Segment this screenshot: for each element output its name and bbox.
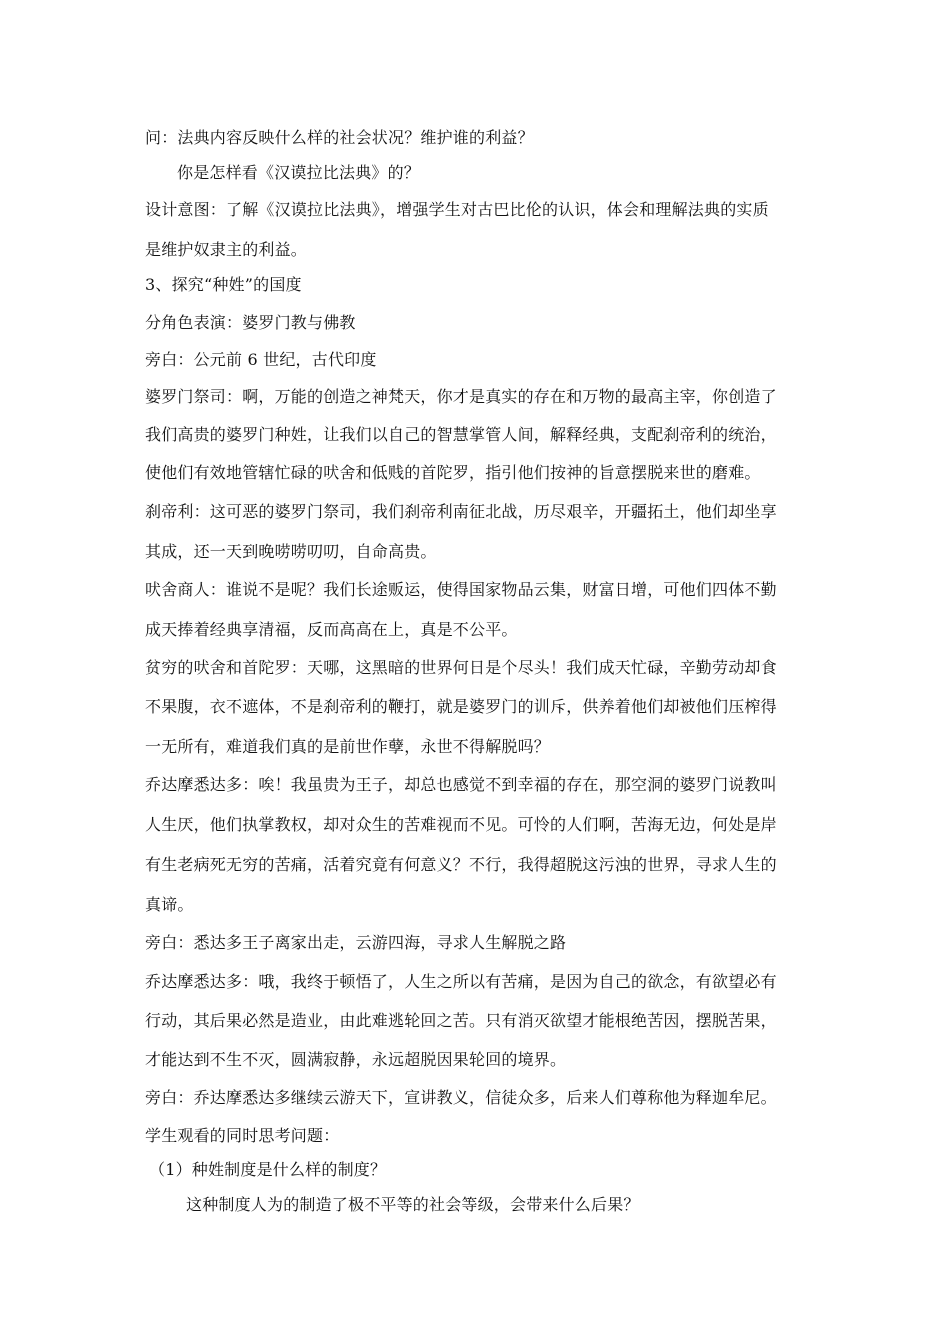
- paragraph-line: 旁白：乔达摩悉达多继续云游天下，宣讲教义，信徒众多，后来人们尊称他为释迦牟尼。: [145, 1088, 777, 1107]
- paragraph-line: 设计意图：了解《汉谟拉比法典》，增强学生对古巴比伦的认识，体会和理解法典的实质: [145, 200, 769, 219]
- paragraph-line: 有生老病死无穷的苦痛，活着究竟有何意义？不行，我得超脱这污浊的世界，寻求人生的: [145, 855, 777, 874]
- paragraph-line: 是维护奴隶主的利益。: [145, 240, 308, 259]
- question-item: （1）种姓制度是什么样的制度？: [149, 1160, 387, 1179]
- paragraph-line: 学生观看的同时思考问题：: [145, 1126, 340, 1145]
- paragraph-line: 旁白：悉达多王子离家出走，云游四海，寻求人生解脱之路: [145, 933, 567, 952]
- paragraph-line: 这种制度人为的制造了极不平等的社会等级，会带来什么后果？: [186, 1195, 640, 1214]
- paragraph-line: 行动，其后果必然是造业，由此难逃轮回之苦。只有消灭欲望才能根绝苦因，摆脱苦果，: [145, 1011, 777, 1030]
- paragraph-line: 问：法典内容反映什么样的社会状况？维护谁的利益？: [145, 128, 534, 147]
- paragraph-line: 真谛。: [145, 895, 194, 914]
- paragraph-line: 贫穷的吠舍和首陀罗：天哪，这黑暗的世界何日是个尽头！我们成天忙碌，辛勤劳动却食: [145, 658, 777, 677]
- section-heading: 3、探究“种姓”的国度: [145, 275, 302, 294]
- paragraph-line: 人生厌，他们执掌教权，却对众生的苦难视而不见。可怜的人们啊，苦海无边，何处是岸: [145, 815, 777, 834]
- paragraph-line: 分角色表演：婆罗门教与佛教: [145, 313, 356, 332]
- paragraph-line: 乔达摩悉达多：唉！我虽贵为王子，却总也感觉不到幸福的存在，那空洞的婆罗门说教叫: [145, 775, 777, 794]
- paragraph-line: 刹帝利：这可恶的婆罗门祭司，我们刹帝利南征北战，历尽艰辛，开疆拓土，他们却坐享: [145, 502, 777, 521]
- paragraph-line: 使他们有效地管辖忙碌的吠舍和低贱的首陀罗，指引他们按神的旨意摆脱来世的磨难。: [145, 463, 761, 482]
- paragraph-line: 不果腹，衣不遮体，不是刹帝利的鞭打，就是婆罗门的训斥，供养着他们却被他们压榨得: [145, 697, 777, 716]
- paragraph-line: 我们高贵的婆罗门种姓，让我们以自己的智慧掌管人间，解释经典，支配刹帝利的统治，: [145, 425, 777, 444]
- paragraph-line: 婆罗门祭司：啊，万能的创造之神梵天，你才是真实的存在和万物的最高主宰，你创造了: [145, 387, 777, 406]
- paragraph-line: 吠舍商人：谁说不是呢？我们长途贩运，使得国家物品云集，财富日增，可他们四体不勤: [145, 580, 777, 599]
- paragraph-line: 旁白：公元前 6 世纪，古代印度: [145, 350, 377, 369]
- paragraph-line: 才能达到不生不灭，圆满寂静，永远超脱因果轮回的境界。: [145, 1050, 567, 1069]
- paragraph-line: 你是怎样看《汉谟拉比法典》的？: [177, 163, 421, 182]
- paragraph-line: 一无所有，难道我们真的是前世作孽，永世不得解脱吗？: [145, 737, 551, 756]
- paragraph-line: 乔达摩悉达多：哦，我终于顿悟了，人生之所以有苦痛，是因为自己的欲念，有欲望必有: [145, 972, 777, 991]
- paragraph-line: 成天捧着经典享清福，反而高高在上，真是不公平。: [145, 620, 518, 639]
- paragraph-line: 其成，还一天到晚唠唠叨叨，自命高贵。: [145, 542, 437, 561]
